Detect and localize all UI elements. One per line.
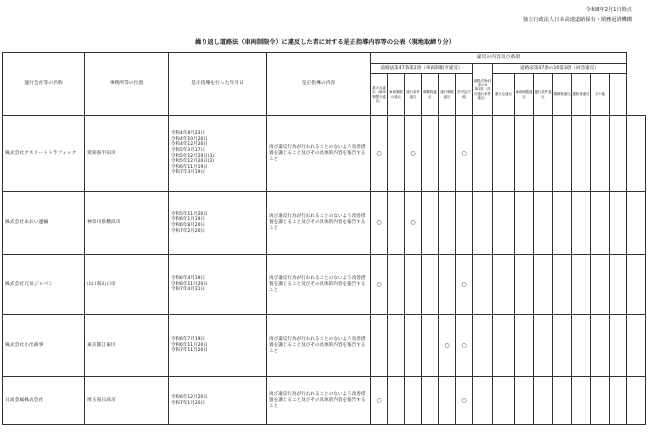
guidance-date: 令和6年11月19日 xyxy=(171,164,208,170)
guidance-date: 令和7年11月20日 xyxy=(171,348,208,354)
violation-mark xyxy=(534,255,553,315)
violation-mark xyxy=(439,255,456,315)
violation-mark xyxy=(422,116,439,192)
violation-mark xyxy=(627,315,646,377)
violations-table xyxy=(2,52,646,425)
col-group-47-2: 道路法第47条第2項（車両制限令違反） xyxy=(371,64,473,74)
table-row xyxy=(3,255,646,315)
guidance-content: 再び違反行為が行われることのないよう改善措置を講じること及びその具体的内容を報告すること xyxy=(267,377,371,425)
company-name: 日高金属株式会社 xyxy=(3,377,85,425)
violation-mark xyxy=(473,116,493,192)
sub-header: その他 xyxy=(591,74,610,116)
company-name: 株式会社あおい運輸 xyxy=(3,192,85,255)
violation-mark xyxy=(388,116,405,192)
sub-header: 連行条件違反 xyxy=(405,74,422,116)
sub-header: 通行制限違反 xyxy=(439,74,456,116)
sub-header: 重大な違反（車両制限令違反） xyxy=(371,74,388,116)
violation-mark xyxy=(493,315,515,377)
violation-mark xyxy=(515,192,534,255)
violation-mark xyxy=(572,116,591,192)
guidance-date: 令和4年12月20日 xyxy=(171,142,208,148)
violation-mark xyxy=(553,116,572,192)
guidance-date: 令和6年4月19日 xyxy=(171,276,205,282)
company-name: 株式会社小出商事 xyxy=(3,315,85,377)
violation-mark: ○ xyxy=(456,377,473,425)
violation-mark xyxy=(388,377,405,425)
violation-mark xyxy=(371,315,388,377)
guidance-dates xyxy=(169,377,267,425)
violation-mark: ○ xyxy=(405,192,422,255)
guidance-date: 令和7年4月21日 xyxy=(171,287,205,293)
organization-name: 独立行政法人日本高速道路保有・債務返済機構 xyxy=(523,17,632,23)
violation-mark xyxy=(493,192,515,255)
guidance-date: 令和5年3月17日 xyxy=(171,147,205,153)
violation-mark xyxy=(405,377,422,425)
table-row xyxy=(3,315,646,377)
sub-header: 重大な違反 xyxy=(493,74,515,116)
violation-mark xyxy=(610,377,627,425)
violation-mark xyxy=(422,315,439,377)
violation-mark xyxy=(591,255,610,315)
violation-mark xyxy=(439,377,456,425)
guidance-content: 再び違反行為が行われることのないよう改善措置を講じること及びその具体的内容を報告すること xyxy=(267,192,371,255)
violation-mark xyxy=(473,377,493,425)
guidance-content: 再び違反行為が行われることのないよう改善措置を講じること及びその具体的内容を報告すること xyxy=(267,255,371,315)
violation-mark: ○ xyxy=(456,255,473,315)
violation-mark xyxy=(591,315,610,377)
violation-mark: ○ xyxy=(371,377,388,425)
violation-mark xyxy=(388,315,405,377)
violation-mark xyxy=(627,255,646,315)
sub-header: 運行条件違反 xyxy=(534,74,553,116)
guidance-date: 令和6年7月19日 xyxy=(171,337,205,343)
guidance-date: 令和6年11月20日 xyxy=(171,281,208,287)
guidance-date: 令和4年10月20日 xyxy=(171,136,208,142)
violation-mark xyxy=(591,377,610,425)
sub-header: 運転者違反 xyxy=(572,74,591,116)
office-location: 神奈川県横浜市 xyxy=(85,192,169,255)
office-location: 山口県山口市 xyxy=(85,255,169,315)
office-location: 愛知県半田市 xyxy=(85,116,169,192)
violation-mark: ○ xyxy=(456,315,473,377)
guidance-dates xyxy=(169,315,267,377)
company-name: 株式会社アスリートトラフィック xyxy=(3,116,85,192)
violation-mark: ○ xyxy=(371,192,388,255)
guidance-date: 令和6年1月19日 xyxy=(171,217,205,223)
violation-mark xyxy=(493,377,515,425)
violation-mark xyxy=(553,255,572,315)
violation-mark xyxy=(388,255,405,315)
violation-mark xyxy=(422,255,439,315)
guidance-date: 令和5年12月20日(1) xyxy=(171,153,215,159)
col-office: 事務所等の位置 xyxy=(85,53,169,116)
sub-header xyxy=(610,74,627,116)
violation-mark xyxy=(591,116,610,192)
violation-mark xyxy=(515,377,534,425)
company-name: 株式会社元気ジャパン xyxy=(3,255,85,315)
col-company: 運行会社等の名称 xyxy=(3,53,85,116)
violation-mark xyxy=(422,192,439,255)
violation-mark xyxy=(534,315,553,377)
guidance-date: 令和6年8月20日 xyxy=(171,223,205,228)
violation-mark xyxy=(473,255,493,315)
violation-mark: ○ xyxy=(456,116,473,192)
violation-mark xyxy=(405,315,422,377)
violation-mark: ○ xyxy=(371,255,388,315)
violation-mark xyxy=(610,315,627,377)
guidance-date: 令和7年3月19日 xyxy=(171,170,205,176)
violation-mark xyxy=(515,116,534,192)
violation-mark xyxy=(627,192,646,255)
guidance-date: 令和4年8月23日 xyxy=(171,131,205,137)
guidance-date: 令和7年2月20日 xyxy=(171,228,205,234)
violation-mark xyxy=(515,315,534,377)
office-location: 埼玉県日高市 xyxy=(85,377,169,425)
violation-mark xyxy=(515,255,534,315)
table-row xyxy=(3,192,646,255)
violation-mark xyxy=(534,192,553,255)
guidance-date: 令和5年11月20日 xyxy=(171,211,208,217)
col-dates: 是正指導を行った年月日 xyxy=(169,53,267,116)
col-group-47-4: 道路法第47条の4 第1項（許可通行条件違反） xyxy=(473,64,493,116)
violation-mark: ○ xyxy=(439,315,456,377)
violation-mark xyxy=(553,315,572,377)
violation-mark: ○ xyxy=(405,116,422,192)
guidance-date: 令和6年11月20日 xyxy=(171,342,208,348)
violation-mark xyxy=(627,116,646,192)
violation-mark xyxy=(572,255,591,315)
violation-mark xyxy=(473,315,493,377)
violation-mark xyxy=(388,192,405,255)
as-of-date: 令和8年2月1日時点 xyxy=(585,7,632,13)
violation-mark xyxy=(572,315,591,377)
guidance-date: 令和5年12月20日(2) xyxy=(171,159,215,165)
violation-mark xyxy=(553,192,572,255)
table-row xyxy=(3,377,646,425)
guidance-date: 令和7年1月20日 xyxy=(171,400,205,406)
violation-mark xyxy=(456,192,473,255)
violation-mark xyxy=(610,255,627,315)
violation-mark xyxy=(405,255,422,315)
col-content: 是正指導の内容 xyxy=(267,53,371,116)
violation-mark xyxy=(610,116,627,192)
violation-mark xyxy=(627,377,646,425)
violation-mark: ○ xyxy=(371,116,388,192)
guidance-date: 令和6年12月20日 xyxy=(171,394,208,400)
violation-mark xyxy=(439,192,456,255)
col-violations: 違反の内容及び条項 xyxy=(371,53,627,64)
violation-mark xyxy=(553,377,572,425)
violation-mark xyxy=(493,116,515,192)
guidance-content: 再び違反行為が行われることのないよう改善措置を講じること及びその具体的内容を報告すること xyxy=(267,315,371,377)
sub-header: 積載物違反 xyxy=(422,74,439,116)
violation-mark xyxy=(591,192,610,255)
guidance-content: 再び違反行為が行われることのないよう改善措置を講じること及びその具体的内容を報告すること xyxy=(267,116,371,192)
violation-mark xyxy=(610,192,627,255)
violation-mark xyxy=(439,116,456,192)
violation-mark xyxy=(572,192,591,255)
guidance-dates xyxy=(169,116,267,192)
violation-mark xyxy=(422,377,439,425)
sub-header: 車両制限違反 xyxy=(515,74,534,116)
document-title: 繰り返し道路法（車両制限令）に違反した者に対する是正指導内容等の公表（現地取締り分） xyxy=(195,39,455,46)
sub-header: 積載物違反 xyxy=(553,74,572,116)
violation-mark xyxy=(534,377,553,425)
violation-mark xyxy=(473,192,493,255)
sub-header: 車両制限の違反 xyxy=(388,74,405,116)
violation-mark xyxy=(534,116,553,192)
violation-mark xyxy=(493,255,515,315)
sub-header: 許可証不備 xyxy=(456,74,473,116)
table-row xyxy=(3,116,646,192)
violation-mark xyxy=(572,377,591,425)
guidance-dates xyxy=(169,255,267,315)
office-location: 東京都江東区 xyxy=(85,315,169,377)
guidance-dates xyxy=(169,192,267,255)
col-group-47-10: 道路法第47条の10第3項（回答違反） xyxy=(493,64,627,74)
